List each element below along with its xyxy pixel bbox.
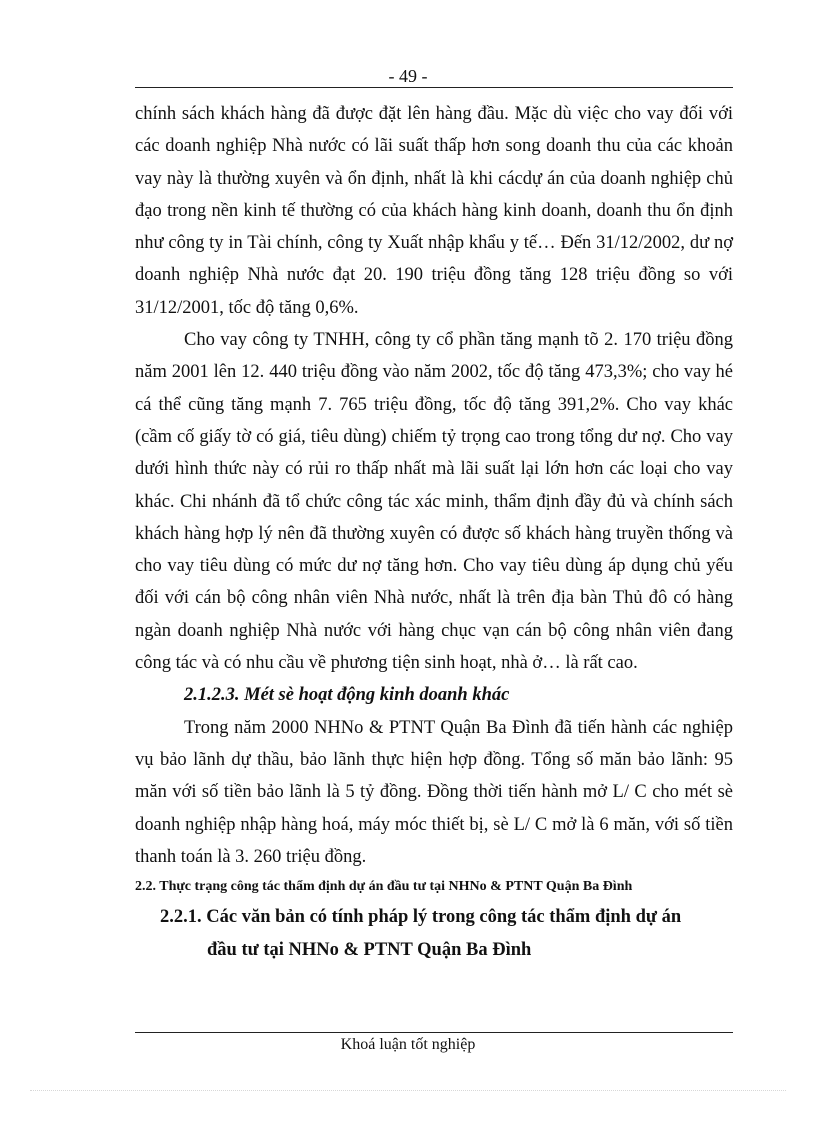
- heading-2-2-1-line2: đầu tư tại NHNo & PTNT Quận Ba Đình: [207, 940, 532, 961]
- footer-text: Khoá luận tốt nghiệp: [340, 1036, 476, 1053]
- paragraph-loans-companies: Cho vay công ty TNHH, công ty cổ phần tăng mạnh tõ 2. 170 triệu đồng năm 2001 lên 12. 440 triệu đồng vào năm 2002, tốc độ tăng 473,3%; cho vay hé cá thể cũng tăng mạnh 7. 765 triệu đồng, tốc độ tăng 391,2%. Cho vay khác (cầm cố giấy tờ có giá, tiêu dùng) chiếm tỷ trọng cao trong tổng dư nợ. Cho vay dưới hình thức này có rủi ro thấp nhất mà lãi suất lại lớn hơn các loại cho vay khác. Chi nhánh đã tổ chức công tác xác minh, thẩm định đầy đủ và chính sách khách hàng hợp lý nên đã thường xuyên có được số khách hàng truyền thống và cho vay tiêu dùng có mức dư nợ tăng hơn. Cho vay tiêu dùng áp dụng chủ yếu đối với cán bộ công nhân viên Nhà nước, nhất là trên địa bàn Thủ đô có hàng ngàn doanh nghiệp Nhà nước với hàng chục vạn cán bộ công nhân viên đang công tác và có nhu cầu về phương tiện sinh hoạt, nhà ở… là rất cao.: [135, 330, 733, 674]
- document-body: [135, 98, 733, 967]
- paragraph-other-activities: Trong năm 2000 NHNo & PTNT Quận Ba Đình đã tiến hành các nghiệp vụ bảo lãnh dự thầu, bảo lãnh thực hiện hợp đồng. Tổng số măn bảo lãnh: 95 măn với số tiền bảo lãnh là 5 tỷ đồng. Đồng thời tiến hành mở L/ C cho mét sè doanh nghiệp nhập hàng hoá, máy móc thiết bị, sè L/ C mở là 6 măn, với số tiền thanh toán là 3. 260 triệu đồng.: [135, 717, 733, 867]
- heading-2-2-1: [135, 901, 733, 967]
- heading-2-2: 2.2. Thực trạng công tác thẩm định dự án đầu tư tại NHNo & PTNT Quận Ba Đình: [135, 879, 633, 895]
- heading-2-1-2-3: 2.1.2.3. Mét sè hoạt động kinh doanh khác: [184, 685, 510, 706]
- footer-rule: [135, 1032, 733, 1033]
- paragraph-continued: chính sách khách hàng đã được đặt lên hàng đầu. Mặc dù việc cho vay đối với các doanh nghiệp Nhà nước có lãi suất thấp hơn song doanh thu của các khoản vay này là thường xuyên và ổn định, nhất là khi cácdự án của doanh nghiệp chủ đạo trong nền kinh tế thường có của khách hàng kinh doanh, doanh thu ổn định như công ty in Tài chính, công ty Xuất nhập khẩu y tế… Đến 31/12/2002, dư nợ doanh nghiệp Nhà nước đạt 20. 190 triệu đồng tăng 128 triệu đồng so với 31/12/2001, tốc độ tăng 0,6%.: [135, 104, 733, 318]
- heading-2-2-1-line1: 2.2.1. Các văn bản có tính pháp lý trong công tác thẩm định dự án: [160, 907, 682, 928]
- page-number: - 49 -: [388, 66, 428, 86]
- page-edge-dotted-line: [30, 1090, 786, 1091]
- header-rule: [135, 87, 733, 88]
